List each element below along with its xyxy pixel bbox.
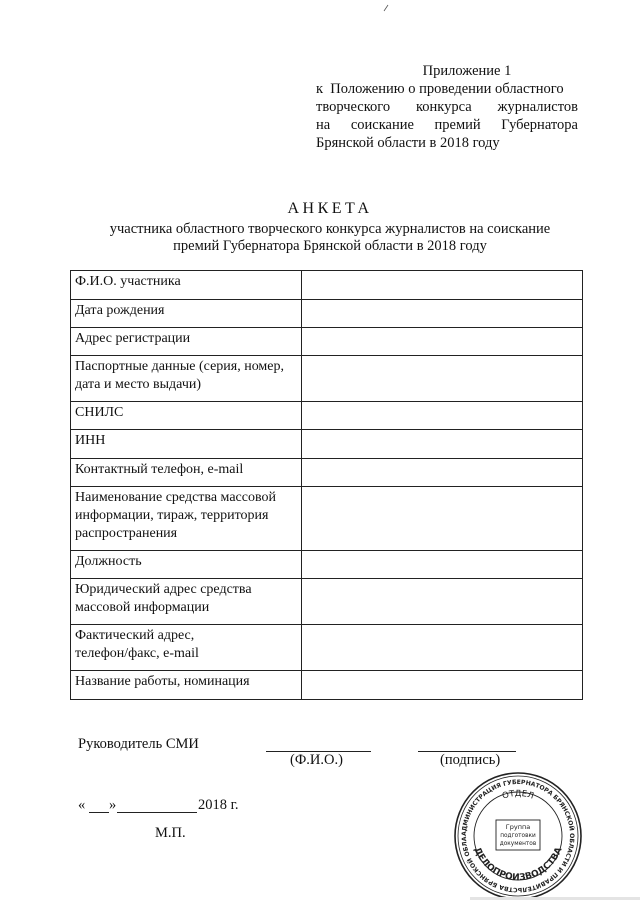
field-label-cell bbox=[71, 430, 302, 459]
field-value-cell[interactable] bbox=[302, 579, 583, 625]
field-value-cell[interactable] bbox=[302, 671, 583, 700]
field-label: СНИЛС bbox=[75, 405, 124, 420]
field-value-cell[interactable] bbox=[302, 300, 583, 328]
stamp-ring-text: АДМИНИСТРАЦИЯ ГУБЕРНАТОРА БРЯНСКОЙ ОБЛАСТИ И ПРАВИТЕЛЬСТВА БРЯНСКОЙ ОБЛА bbox=[460, 778, 576, 894]
date-close-quote: » bbox=[109, 797, 117, 813]
field-value-cell[interactable] bbox=[302, 328, 583, 356]
stamp-box-line: подготовки bbox=[500, 833, 536, 839]
field-value-cell[interactable] bbox=[302, 271, 583, 300]
appendix-word: соискание bbox=[350, 117, 414, 133]
appendix-word: Губернатора bbox=[501, 117, 578, 133]
field-label: Контактный телефон, e-mail bbox=[75, 462, 244, 477]
questionnaire-row bbox=[71, 579, 583, 625]
questionnaire-row bbox=[71, 328, 583, 356]
field-value-cell[interactable] bbox=[302, 487, 583, 551]
field-value-cell[interactable] bbox=[302, 551, 583, 579]
field-label: распространения bbox=[75, 526, 178, 541]
field-value-cell[interactable] bbox=[302, 402, 583, 430]
questionnaire-body bbox=[71, 271, 583, 700]
fio-caption: (Ф.И.О.) bbox=[290, 752, 343, 768]
questionnaire-row bbox=[71, 487, 583, 551]
questionnaire-row bbox=[71, 271, 583, 300]
field-label: Паспортные данные (серия, номер, bbox=[75, 359, 285, 374]
field-label: Ф.И.О. участника bbox=[75, 274, 181, 289]
field-label: Должность bbox=[75, 554, 142, 569]
field-label: массовой информации bbox=[75, 600, 210, 615]
field-label-cell bbox=[71, 459, 302, 487]
field-label: Юридический адрес средства bbox=[75, 582, 252, 597]
questionnaire-table bbox=[70, 270, 583, 700]
official-stamp bbox=[452, 770, 584, 902]
scan-edge bbox=[470, 897, 640, 900]
field-label: Фактический адрес, bbox=[75, 628, 195, 643]
questionnaire-row bbox=[71, 430, 583, 459]
field-label: дата и место выдачи) bbox=[75, 377, 202, 392]
questionnaire-row bbox=[71, 671, 583, 700]
appendix-line-3 bbox=[316, 116, 578, 134]
appendix-word: творческого bbox=[316, 99, 391, 115]
appendix-line-4: Брянской области в 2018 году bbox=[316, 135, 500, 151]
field-value-cell[interactable] bbox=[302, 356, 583, 402]
date-month-line[interactable] bbox=[117, 812, 197, 813]
appendix-line-2 bbox=[316, 98, 578, 116]
field-value-cell[interactable] bbox=[302, 459, 583, 487]
date-day-line[interactable] bbox=[89, 812, 109, 813]
field-label-cell bbox=[71, 271, 302, 300]
field-label-cell bbox=[71, 625, 302, 671]
appendix-word: журналистов bbox=[497, 99, 578, 115]
field-label: телефон/факс, e-mail bbox=[75, 646, 199, 661]
field-label: Наименование средства массовой bbox=[75, 490, 276, 505]
questionnaire-row bbox=[71, 459, 583, 487]
svg-text:ОТДЕЛ bbox=[501, 789, 535, 802]
stamp-inner-bottom: ДЕЛОПРОИЗВОДСТВА bbox=[471, 846, 565, 884]
field-label-cell bbox=[71, 487, 302, 551]
signature-caption: (подпись) bbox=[440, 752, 501, 768]
seal-place-label: М.П. bbox=[155, 825, 186, 841]
form-subtitle-line-1: участника областного творческого конкурса журналистов на соискание bbox=[109, 221, 551, 237]
appendix-word: конкурса bbox=[415, 99, 472, 115]
field-label-cell bbox=[71, 551, 302, 579]
field-label: Адрес регистрации bbox=[75, 331, 191, 346]
field-label: Дата рождения bbox=[75, 303, 165, 318]
stamp-box-line: документов bbox=[499, 841, 537, 847]
appendix-word: премий bbox=[434, 117, 481, 133]
pen-mark bbox=[383, 4, 389, 12]
field-label-cell bbox=[71, 300, 302, 328]
appendix-word: к bbox=[316, 81, 324, 97]
questionnaire-row bbox=[71, 625, 583, 671]
head-label: Руководитель СМИ bbox=[78, 736, 199, 752]
field-label: информации, тираж, территория bbox=[75, 508, 269, 523]
field-label-cell bbox=[71, 671, 302, 700]
date-open-quote: « bbox=[78, 797, 86, 813]
appendix-word: на bbox=[316, 117, 331, 133]
form-subtitle-line-2: премий Губернатора Брянской области в 2018 году bbox=[173, 238, 487, 254]
questionnaire-row bbox=[71, 300, 583, 328]
questionnaire-row bbox=[71, 402, 583, 430]
questionnaire-row bbox=[71, 551, 583, 579]
stamp-inner-top: ОТДЕЛ bbox=[501, 788, 535, 802]
date-year: 2018 г. bbox=[198, 797, 239, 813]
field-label: Название работы, номинация bbox=[75, 674, 250, 689]
appendix-word: Положению о проведении областного bbox=[330, 81, 564, 97]
field-label-cell bbox=[71, 356, 302, 402]
stamp-box-line: Группа bbox=[505, 823, 531, 831]
stamp-graphic bbox=[452, 770, 584, 902]
field-value-cell[interactable] bbox=[302, 625, 583, 671]
field-label-cell bbox=[71, 402, 302, 430]
field-label-cell bbox=[71, 579, 302, 625]
form-title: АНКЕТА bbox=[287, 200, 373, 217]
appendix-line-1 bbox=[316, 80, 578, 98]
field-label: ИНН bbox=[75, 433, 106, 448]
field-label-cell bbox=[71, 328, 302, 356]
appendix-block bbox=[316, 62, 578, 152]
questionnaire-row bbox=[71, 356, 583, 402]
field-value-cell[interactable] bbox=[302, 430, 583, 459]
appendix-title: Приложение 1 bbox=[422, 63, 512, 79]
